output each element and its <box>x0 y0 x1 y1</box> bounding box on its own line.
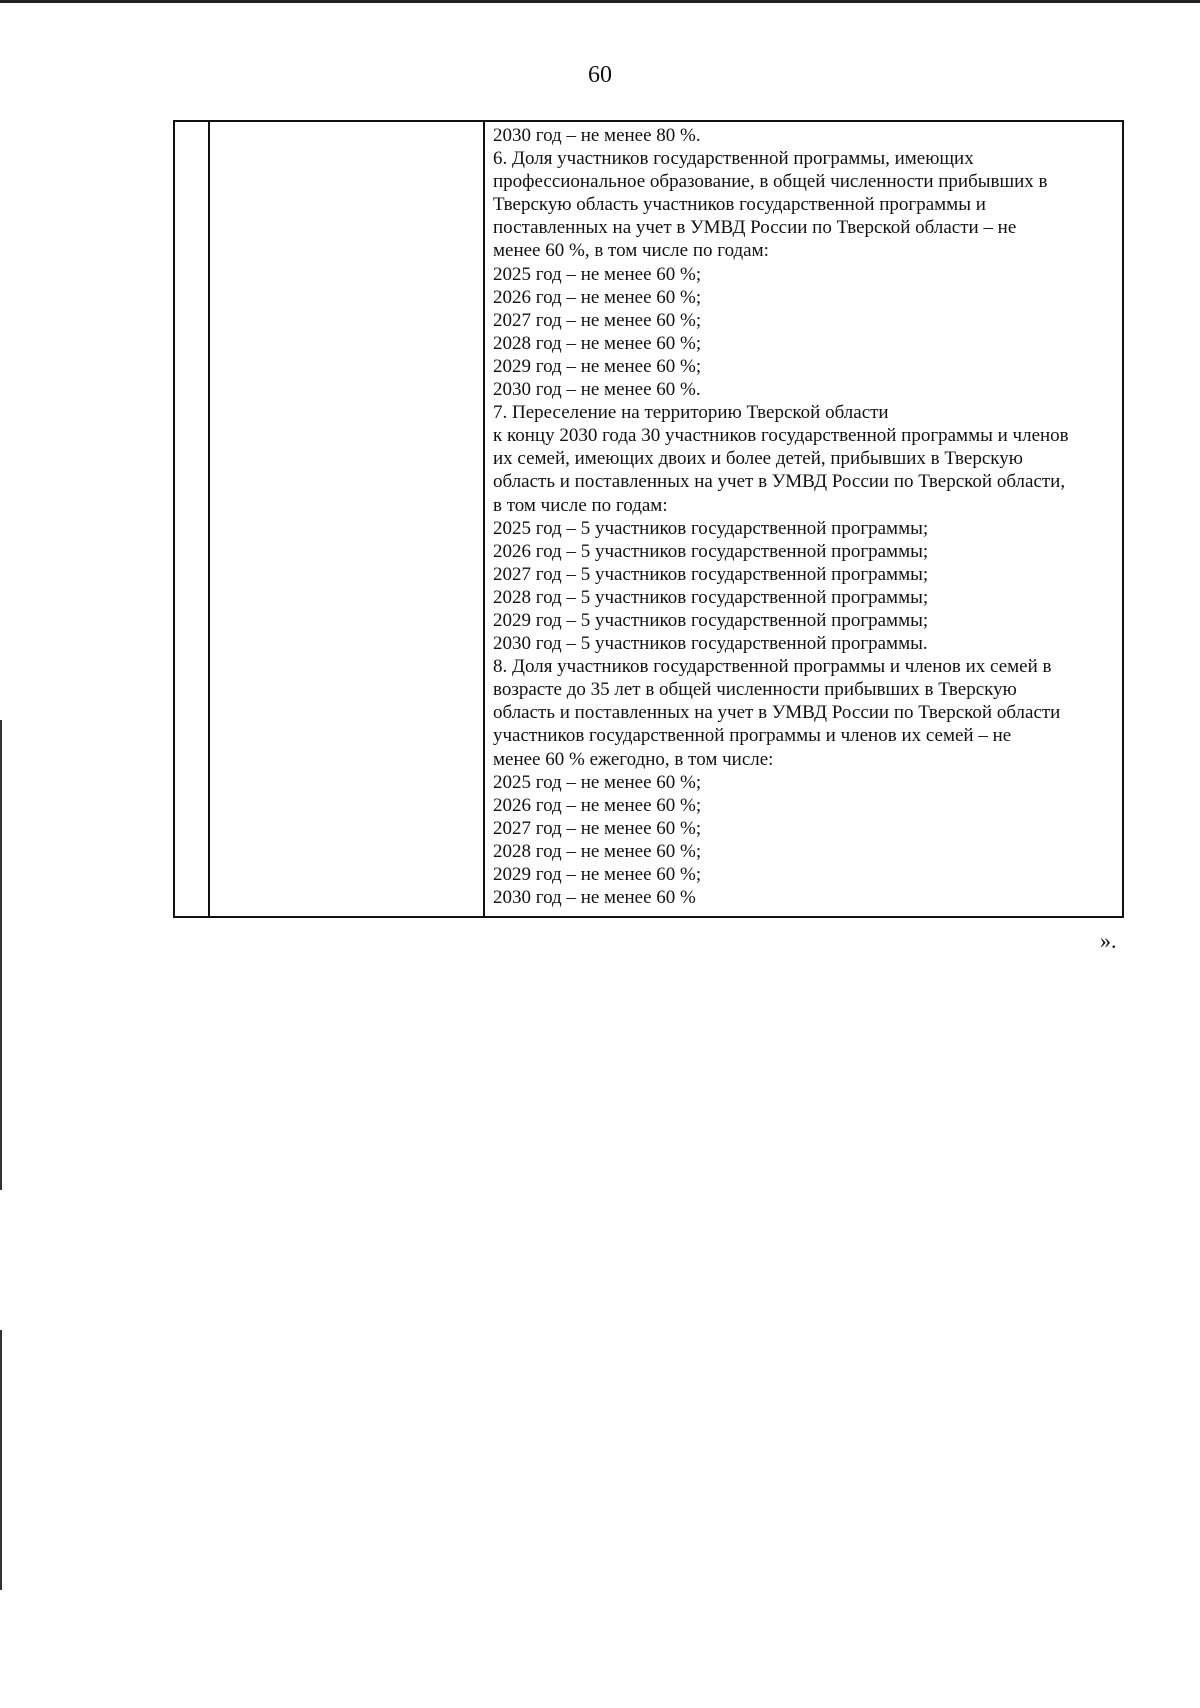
table-text-line: участников государственной программы и членов их семей – не <box>493 725 1012 747</box>
table-text-line: 2027 год – не менее 60 %; <box>493 309 702 331</box>
scan-left-edge-mark-lower <box>0 1330 2 1590</box>
table-column-number <box>175 122 210 916</box>
scan-top-edge <box>0 0 1200 3</box>
scan-left-edge-mark <box>0 720 2 1190</box>
table-text-line: 2027 год – 5 участников государственной программы; <box>493 563 929 585</box>
table-text-line: 2026 год – не менее 60 %; <box>493 286 702 308</box>
table-text-line: в том числе по годам: <box>493 494 668 516</box>
table-column-name <box>210 122 485 916</box>
table-text-line: область и поставленных на учет в УМВД России по Тверской области, <box>493 471 1066 493</box>
table-text-line: поставленных на учет в УМВД России по Тверской области – не <box>493 217 1017 239</box>
page-number: 60 <box>588 62 612 88</box>
table-column-content <box>485 122 1122 916</box>
table-text-line: 2029 год – не менее 60 %; <box>493 355 702 377</box>
table-text-line: 2030 год – не менее 80 %. <box>493 125 701 146</box>
table-text-line: 2025 год – не менее 60 %; <box>493 771 702 793</box>
table-text-line: 2028 год – не менее 60 %; <box>493 840 702 862</box>
table-text-line: Тверскую область участников государственной программы и <box>493 194 986 216</box>
table-text-line: 6. Доля участников государственной программы, имеющих <box>493 148 974 170</box>
table-text-line: их семей, имеющих двоих и более детей, прибывших в Тверскую <box>493 448 1023 470</box>
table-text-line: 2026 год – 5 участников государственной программы; <box>493 540 929 562</box>
table-text-line: 2030 год – не менее 60 % <box>493 887 696 909</box>
table-text-line: 2029 год – не менее 60 %; <box>493 864 702 885</box>
table-text-line: 2030 год – не менее 60 %. <box>493 379 701 401</box>
table-text-line: менее 60 % ежегодно, в том числе: <box>493 748 774 770</box>
table-text-line: 7. Переселение на территорию Тверской области <box>493 402 889 424</box>
table-text-line: 2028 год – 5 участников государственной программы; <box>493 586 929 608</box>
table-text-line: 2030 год – 5 участников государственной программы. <box>493 633 928 655</box>
table-text-line: 2028 год – не менее 60 %; <box>493 332 702 354</box>
table-text-line: 2025 год – не менее 60 %; <box>493 263 702 285</box>
table-text-line: 2026 год – не менее 60 %; <box>493 794 702 816</box>
table-text-line: 2027 год – не менее 60 %; <box>493 817 702 839</box>
table-text-line: профессиональное образование, в общей численности прибывших в <box>493 171 1048 193</box>
document-table <box>173 120 1124 918</box>
table-text-line: область и поставленных на учет в УМВД России по Тверской области <box>493 702 1061 724</box>
table-text-line: 2025 год – 5 участников государственной программы; <box>493 517 929 539</box>
table-text-line: 8. Доля участников государственной программы и членов их семей в <box>493 656 1052 678</box>
table-text-line: менее 60 %, в том числе по годам: <box>493 240 769 262</box>
table-text-line: возрасте до 35 лет в общей численности прибывших в Тверскую <box>493 679 1017 701</box>
table-text-line: к концу 2030 года 30 участников государственной программы и членов <box>493 425 1069 447</box>
table-text-line: 2029 год – 5 участников государственной программы; <box>493 609 929 631</box>
closing-quote-mark: ». <box>1100 928 1117 953</box>
